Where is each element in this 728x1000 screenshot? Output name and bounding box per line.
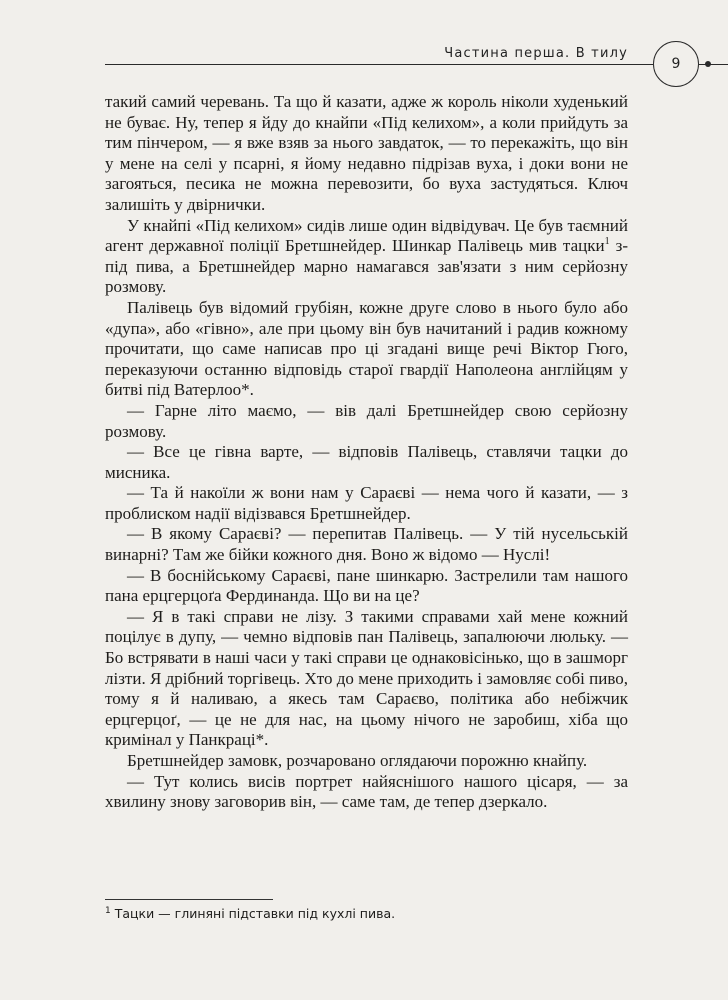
page-number-circle	[653, 41, 699, 87]
page-number: 9	[671, 56, 681, 72]
paragraph: — В якому Сараєві? — перепитав Палівець. — У тій нусельській винарні? Там же бійки кожного дня. Воно ж відомо — Нуслі!	[105, 524, 628, 565]
paragraph: — Я в такі справи не лізу. З такими справами хай мене кожний поцілує в дупу, — чемно відповів пан Палівець, запалюючи люльку. — Бо встрявати в наші часи у такі справи це однаковісінько, що в зашморг лізти. Я дрібний торгівець. Хто до мене приходить і замовляє собі пиво, тому я й наливаю, а якесь там Сараєво, політика або небіжчик ерцгерцоґ, — це не для нас, на цьому нічого не заробиш, хіба що кримінал у Панкраці*.	[105, 606, 628, 750]
paragraph: Палівець був відомий грубіян, кожне друге слово в нього було або «дупа», або «гівно», але при цьому він був начитаний і радив кожному прочитати, що саме написав про ці згадані вище речі Віктор Гюго, переказуючи останню відповідь старої гвардії Наполеона англійцям у битві під Ватерлоо*.	[105, 297, 628, 400]
paragraph: — В боснійському Сараєві, пане шинкарю. Застрелили там нашого пана ерцгерцоґа Фердинанда. Що ви на це?	[105, 565, 628, 606]
paragraph	[105, 216, 628, 298]
header-dot	[705, 61, 711, 67]
paragraph: такий самий черевань. Та що й казати, адже ж король ніколи худенький не буває. Ну, тепер я йду до кнайпи «Під келихом», а коли прийдуть за тим пінчером, — я вже взяв за нього завдаток, — то перекажіть, що він у мене на селі у псарні, я йому недавно підрізав вуха, і доки вони не загояться, песика не можна перевозити, бо вуха застудяться. Ключ залишіть у двірнички.	[105, 92, 628, 214]
footnote	[105, 906, 628, 922]
footnote-text: Тацки — глиняні підставки під кухлі пива.	[114, 906, 396, 921]
header-rule	[105, 64, 653, 65]
body-text	[105, 92, 628, 813]
page-header	[105, 44, 628, 64]
paragraph-text: У кнайпі «Під келихом» сидів лише один відвідувач. Це був таємний агент державної поліції Бретшнейдер. Шинкар Палівець мив тацки	[105, 215, 628, 256]
paragraph: Бретшнейдер замовк, розчаровано оглядаючи порожню кнайпу.	[127, 751, 588, 770]
running-title: Частина перша. В тилу	[444, 46, 628, 61]
footnote-number: 1	[105, 906, 111, 916]
paragraph: — Гарне літо маємо, — вів далі Бретшнейдер свою серйозну розмову.	[105, 400, 628, 441]
footnote-rule	[105, 899, 273, 900]
paragraph-text: з-під пива, а Бретшнейдер марно намагався зав'язати з ним серйозну розмову.	[105, 236, 628, 297]
header-rule-tail	[699, 64, 728, 65]
paragraph: — Тут колись висів портрет найяснішого нашого цісаря, — за хвилину знову заговорив він, — саме там, де тепер дзеркало.	[105, 771, 628, 812]
paragraph: — Та й накоїли ж вони нам у Сараєві — нема чого й казати, — з проблиском надії відізвався Бретшнейдер.	[105, 483, 628, 523]
footnote-ref: 1	[604, 236, 610, 248]
paragraph: — Все це гівна варте, — відповів Палівець, ставлячи тацки до мисника.	[105, 442, 628, 482]
